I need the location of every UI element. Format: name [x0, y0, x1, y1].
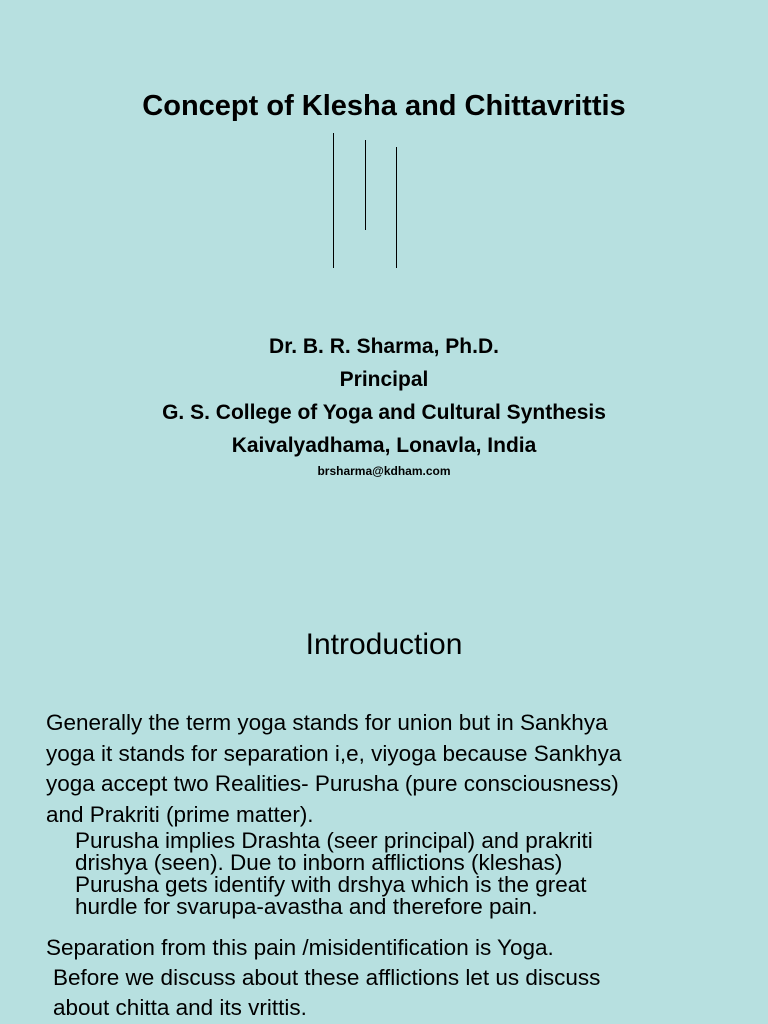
section-heading: Introduction [305, 628, 463, 661]
decorative-line [365, 140, 366, 230]
author-block [0, 330, 768, 480]
author-name: Dr. B. R. Sharma, Ph.D. [269, 335, 499, 358]
text-line: about chitta and its vrittis. [53, 995, 307, 1020]
slide-title: Concept of Klesha and Chittavrittis [142, 90, 626, 122]
paragraph-purusha-prakriti [75, 830, 765, 918]
text-line: Purusha gets identify with drshya which is the great [75, 872, 587, 897]
text-line: yoga accept two Realities- Purusha (pure consciousness) [46, 771, 619, 796]
text-line: and Prakriti (prime matter). [46, 801, 314, 827]
author-institution: G. S. College of Yoga and Cultural Synthesis [162, 401, 606, 424]
author-email[interactable]: brsharma@kdham.com [317, 464, 451, 478]
decorative-line [333, 133, 334, 268]
paragraph-sankhya-realities [46, 708, 761, 830]
text-line: drishya (seen). Due to inborn afflictions (kleshas) [75, 850, 563, 875]
introduction-slide [0, 580, 768, 1024]
paragraph-chitta-intro [53, 963, 768, 1023]
text-line: yoga it stands for separation i,e, viyoga because Sankhya [46, 740, 622, 766]
paragraph-yoga-definition [46, 933, 761, 963]
text-line: Separation from this pain /misidentification is Yoga. [46, 935, 554, 960]
author-role: Principal [339, 368, 429, 391]
text-line: Generally the term yoga stands for union but in Sankhya [46, 710, 608, 735]
author-location: Kaivalyadhama, Lonavla, India [231, 434, 537, 457]
text-line: Purusha implies Drashta (seer principal) and prakriti [75, 828, 593, 853]
text-line: Before we discuss about these afflictions let us discuss [53, 965, 601, 990]
decorative-line [396, 147, 397, 268]
text-line: hurdle for svarupa-avastha and therefore pain. [75, 894, 538, 919]
